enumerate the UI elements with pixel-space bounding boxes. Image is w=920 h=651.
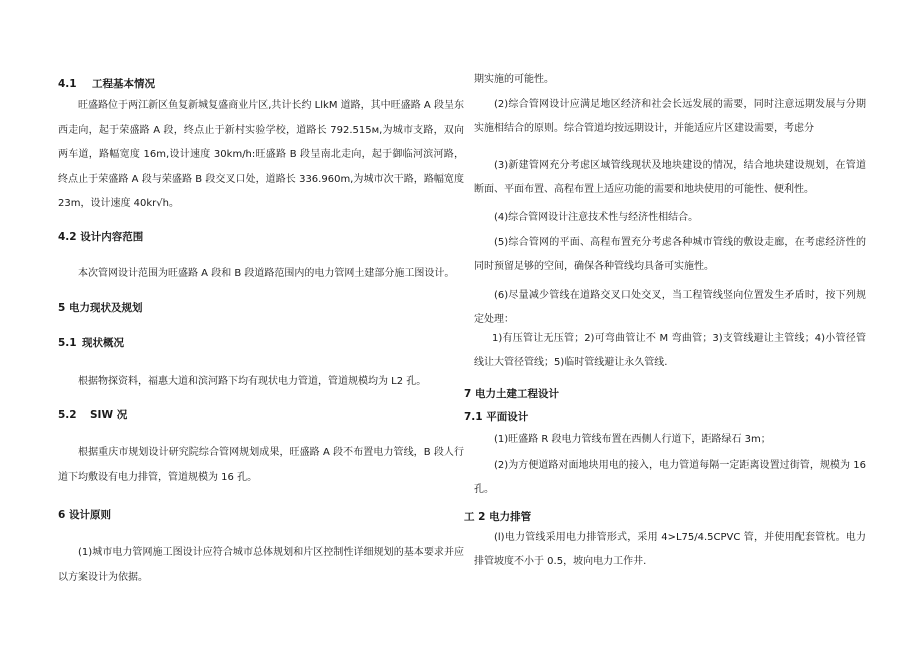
section-4-2-heading: 4.2 设计内容范围 (58, 231, 144, 243)
paragraph-planning: 根据重庆市规划设计研究院综合管网规划成果，旺盛路 A 段不布置电力管线，B 段人行道下均敷设有电力排管，管道规模为 16 孔。 (58, 447, 464, 483)
paragraph-continuation: 期实施的可能性。 (474, 74, 554, 85)
section-7-2-heading: 工 2 电力排管 (464, 511, 532, 523)
paragraph-status: 根据物探资料，福惠大道和滨河路下均有现状电力管道，管道规模均为 L2 孔。 (78, 376, 427, 387)
paragraph-plane-2: (2)为方便道路对面地块用电的接入，电力管道每隔一定距离设置过街管，规模为 16 孔。 (474, 460, 866, 495)
section-title: 现状概况 (82, 337, 124, 349)
section-number: 5.1 (58, 337, 77, 349)
section-title: 工程基本情况 (92, 78, 155, 90)
paragraph-principle-2: (2)综合管网设计应满足地区经济和社会长远发展的需要，同时注意远期发展与分期实施相结合的原则。综合管道均按远期设计，并能适应片区建设需要，考虑分 (474, 99, 866, 134)
paragraph-duct-bank: (l)电力管线采用电力排管形式，采用 4>L75/4.5CPVC 管，并使用配套管枕。电力排管坡度不小于 0.5，坡向电力工作井. (474, 532, 866, 567)
section-5-heading: 5 电力现状及规划 (58, 302, 143, 314)
section-number: 5.2 (58, 409, 77, 421)
paragraph-project-overview: 旺盛路位于两江新区鱼复新城复盛商业片区,共计长约 LlkM 道路，其中旺盛路 A 段呈东西走向，起于荣盛路 A 段，终点止于新村实验学校，道路长 792.515м,为城市支路，双向两车道，路幅宽度 16m,设计速度 30km/h:旺盛路 B 段呈南北走向，起于御临河滨河路，终点止于荣盛路 A 段与荣盛路 B 段交叉口处，道路长 336.960m,为城市次干路，路幅宽度 23m，设计速度 40kr√h。 (58, 100, 464, 209)
section-7-heading: 7 电力土建工程设计 (464, 388, 559, 400)
paragraph-principle-1: (1)城市电力管网施工图设计应符合城市总体规划和片区控制性详细规划的基本要求并应以方案设计为依据。 (58, 547, 464, 583)
paragraph-principle-3: (3)新建管网充分考虑区域管线现状及地块建设的情况，结合地块建设规划，在管道断面、平面布置、高程布置上适应功能的需要和地块使用的可能性、便利性。 (474, 160, 866, 195)
section-5-2-heading (58, 407, 464, 422)
section-title: SIW 况 (90, 409, 128, 421)
paragraph-pipeline-rules: 1)有压管让无压管；2)可弯曲管让不 M 弯曲管；3)支管线避让主管线；4)小管径管线让大管径管线；5)临时管线避让永久管线. (474, 333, 866, 368)
paragraph-plane-1: (1)旺盛路 R 段电力管线布置在西侧人行道下，距路绿石 3m； (494, 434, 771, 445)
section-5-1-heading (58, 335, 464, 350)
paragraph-principle-4: (4)综合管网设计注意技术性与经济性相结合。 (494, 212, 699, 223)
paragraph-principle-5: (5)综合管网的平面、高程布置充分考虑各种城市管线的敷设走廊，在考虑经济性的同时预留足够的空间，确保各种管线均具备可实施性。 (474, 237, 866, 272)
section-4-1-heading (58, 76, 464, 91)
paragraph-principle-6: (6)尽量减少管线在道路交叉口处交叉，当工程管线竖向位置发生矛盾时，按下列规定处理： (474, 290, 866, 325)
paragraph-design-scope: 本次管网设计范围为旺盛路 A 段和 B 段道路范围内的电力管网土建部分施工图设计。 (78, 268, 455, 279)
section-6-heading: 6 设计原则 (58, 509, 111, 521)
section-number: 4.1 (58, 78, 77, 90)
section-7-1-heading: 7.1 平面设计 (464, 411, 529, 423)
